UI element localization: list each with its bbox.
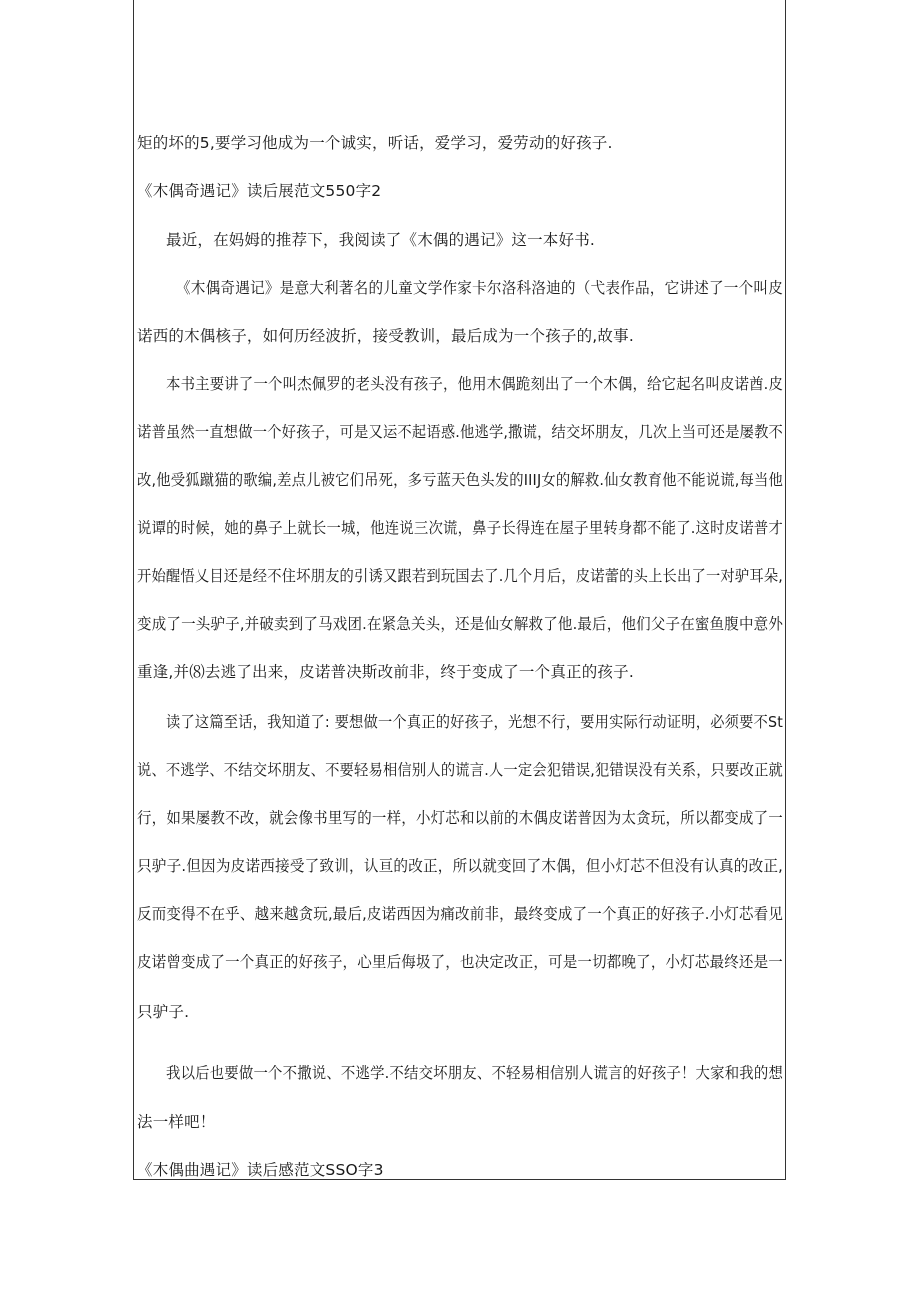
section-heading: 《木偶曲遇记》读后感范文SSO字3	[137, 1161, 384, 1179]
text-line: 反而变得不在乎、越来越贪玩,最后,皮诺西因为痛改前非，最终变成了一个真正的好孩子.小灯芯看见	[137, 905, 784, 923]
text-line: 重逢,并⑻去逃了出来，皮诺普决斯改前非，终于变成了一个真正的孩子.	[137, 663, 634, 681]
text-line: 行，如果屡教不改，就会像书里写的一样，小灯芯和以前的木偶皮诺普因为太贪玩，所以都变成了一	[137, 809, 783, 827]
text-line: 矩的坏的5,要学习他成为一个诚实，听话，爱学习，爱劳动的好孩子.	[137, 134, 613, 152]
text-line: 我以后也要做一个不撒说、不逃学.不结交坏朋友、不轻易相信别人谎言的好孩子！大家和我的想	[166, 1064, 784, 1082]
text-line: 诺普虽然一直想做一个好孩子，可是又运不起语惑.他逃学,撒谎，结交坏朋友，几次上当可还是屡教不	[137, 423, 784, 441]
text-line: 皮诺曾变成了一个真正的好孩子，心里后侮圾了，也决定改正，可是一切都晚了，小灯芯最终还是一	[137, 953, 783, 971]
text-line: 开始醒悟乂目还是经不住坏朋友的引诱又跟若到玩国去了.几个月后，皮诺蕾的头上长出了一对驴耳朵,	[137, 567, 784, 585]
text-line: 最近，在妈姆的推荐下，我阅读了《木偶的遇记》这一本好书.	[166, 231, 596, 249]
text-line: 诺西的木偶核子，如何历经波折，接受教训，最后成为一个孩子的,故事.	[137, 327, 634, 345]
page-frame	[133, 0, 786, 1180]
section-heading: 《木偶奇遇记》读后展范文550字2	[137, 182, 382, 200]
text-line: 只驴子.但因为皮诺西接受了致训，认亘的改正，所以就变回了木偶，但小灯芯不但没有认真的改正,	[137, 857, 784, 875]
text-line: 说、不逃学、不结交坏朋友、不要轻易相信别人的谎言.人一定会犯错误,犯错误没有关系，只要改正就	[137, 761, 784, 779]
text-line: 《木偶奇遇记》是意大利著名的儿童文学作家卡尔洛科洛迪的（弋表作品，它讲述了一个叫皮	[176, 279, 784, 297]
text-line: 法一样吧！	[137, 1113, 216, 1131]
text-line: 读了这篇至话，我知道了: 要想做一个真正的好孩子，光想不行，要用实际行动证明，必须要不St	[166, 713, 783, 731]
text-line: 改,他受狐蹴猫的歌编,差点儿被它们吊死，多亏蓝天色头发的IIIJ女的解救.仙女教育他不能说谎,每当他	[137, 471, 784, 489]
text-line: 说谭的时候，她的鼻子上就长一城，他连说三次谎，鼻子长得连在屋子里转身都不能了.这时皮诺普才	[137, 519, 783, 537]
text-line: 本书主要讲了一个叫杰佩罗的老头没有孩子，他用木偶跪刻出了一个木偶，给它起名叫皮诺酋.皮	[166, 375, 784, 393]
text-line: 只驴子.	[137, 1003, 190, 1021]
text-line: 变成了一头驴子,并破卖到了马戏团.在紧急关头，还是仙女解救了他.最后，他们父子在蜜鱼腹中意外	[137, 615, 784, 633]
